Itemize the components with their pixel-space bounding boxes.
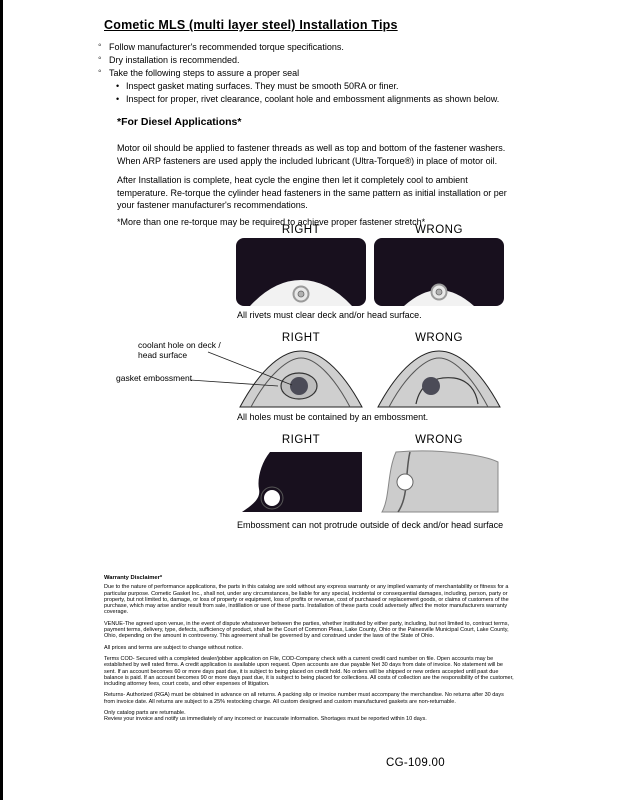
tip-sub-item: • Inspect for proper, rivet clearance, coolant hole and embossment alignments as shown below. <box>115 94 499 104</box>
rivet-clearance-right-figure <box>236 238 366 306</box>
wrong-label: WRONG <box>415 224 463 236</box>
figure-row3-headers <box>236 434 504 446</box>
disclaimer-paragraph: Returns- Authorized (RGA) must be obtained in advance on all returns. A packing slip or invoice number must accompany the merchandise. No returns after 30 days from invoice date. All returns are subject to a 25% restocking charge. All custom designed and custom manufactured gaskets are non-returnable. <box>104 692 504 705</box>
disclaimer-paragraph: All prices and terms are subject to change without notice. <box>104 644 244 651</box>
right-label: RIGHT <box>281 224 321 236</box>
retorque-note: *More than one re-torque may be required to achieve proper fastener stretch* <box>117 217 426 227</box>
gasket-embossment-callout: gasket embossment <box>116 373 193 383</box>
coolant-hole-callout: coolant hole on deck / head surface <box>138 340 221 360</box>
diesel-applications-heading: *For Diesel Applications* <box>117 116 242 128</box>
embossment-contained-wrong-figure <box>374 346 504 408</box>
figure-row3-images <box>236 448 504 516</box>
figure-row2-headers <box>236 332 504 344</box>
wrong-label: WRONG <box>415 332 463 344</box>
disclaimer-paragraph: Only catalog parts are returnable. <box>104 710 186 717</box>
installation-tips-list <box>98 42 499 107</box>
disclaimer-paragraph: VENUE-The agreed upon venue, in the event of dispute whatsoever between the parties, whether instituted by either party, including, but not limited to, contract terms, payment terms, delivery, type, defects, sufficiency of product, shall be the Court of Common Pleas, Lake County, Ohio or the Painesville Municipal Court, Lake County, Ohio, depending on the amount in controversy. This agreement shall be governed by and construed under the laws of the State of Ohio. <box>104 620 509 640</box>
wrong-label: WRONG <box>415 434 463 446</box>
catalog-page-code: CG-109.00 <box>386 757 445 769</box>
diesel-paragraph-1: Motor oil should be applied to fastener threads as well as top and bottom of the fastener washers. When ARP fasteners are used apply the included lubricant (Ultra-Torque®) in place of motor oil. <box>117 143 506 166</box>
callout-leader-lines <box>186 344 298 394</box>
tip-item: ◦ Take the following steps to assure a proper seal <box>98 68 499 78</box>
tip-item: ◦ Dry installation is recommended. <box>98 55 499 65</box>
diesel-paragraph-2: After Installation is complete, heat cycle the engine then let it completely cool to ambient temperature. Re-torque the cylinder head fasteners in the same pattern as initial installation or per your fastener manufacturer's recommendations. <box>117 175 507 210</box>
figure-row1-images <box>236 238 504 306</box>
figure-row1-headers <box>236 224 504 236</box>
rivet-clearance-wrong-figure <box>374 238 504 306</box>
tip-item: ◦ Follow manufacturer's recommended torque specifications. <box>98 42 499 52</box>
figure-row2-caption: All holes must be contained by an embossment. <box>237 412 429 422</box>
figure-row1-caption: All rivets must clear deck and/or head surface. <box>237 310 422 320</box>
embossment-protrude-wrong-figure <box>374 448 504 516</box>
disclaimer-paragraph: Terms COD- Secured with a completed dealer/jobber application on File, COD-Company check with a current credit card number on file. Open accounts may be established by well rated firms. A credit application is available upon request. Open accounts are due payable Net 30 days from date of invoice. No statement will be sent. If an account becomes 60 or more days past due, it is subject to being placed on credit hold. No orders will be shipped or new orders accepted until past due balance is paid. If an account becomes 90 or more days past due, it is subject to being placed for collections. All costs of collection are the responsibility of the customer, including attorney fees, court costs, and other expenses of litigation. <box>104 655 514 688</box>
page-title: Cometic MLS (multi layer steel) Installation Tips <box>104 18 398 32</box>
warranty-disclaimer <box>104 575 514 723</box>
tip-sub-item: • Inspect gasket mating surfaces. They must be smooth 50RA or finer. <box>115 81 499 91</box>
warranty-disclaimer-heading: Warranty Disclaimer* <box>104 575 163 581</box>
page-left-border <box>0 0 3 800</box>
right-label: RIGHT <box>281 332 321 344</box>
figure-row3-caption: Embossment can not protrude outside of deck and/or head surface <box>237 520 504 530</box>
disclaimer-paragraph: Review your invoice and notify us immediately of any incorrect or inaccurate information. Shortages must be reported within 10 days. <box>104 716 427 723</box>
right-label: RIGHT <box>281 434 321 446</box>
embossment-protrude-right-figure <box>236 448 366 516</box>
disclaimer-paragraph: Due to the nature of performance applications, the parts in this catalog are sold without any express warranty or any implied warranty of merchantability or fitness for a particular purpose. Cometic Gasket Inc., shall not, under any circumstances, be liable for any special, incidental or consequential damages, including, person, party or property, but not limited to, damage, or loss of property or equipment, loss of profits or revenue, cost of purchased or replacement goods, or claims of customers of the purchase, which may arise and/or result from sale, instillation or use of these parts. Installation of these parts could adversely affect the motor manufacturers warranty coverage. <box>104 584 509 616</box>
